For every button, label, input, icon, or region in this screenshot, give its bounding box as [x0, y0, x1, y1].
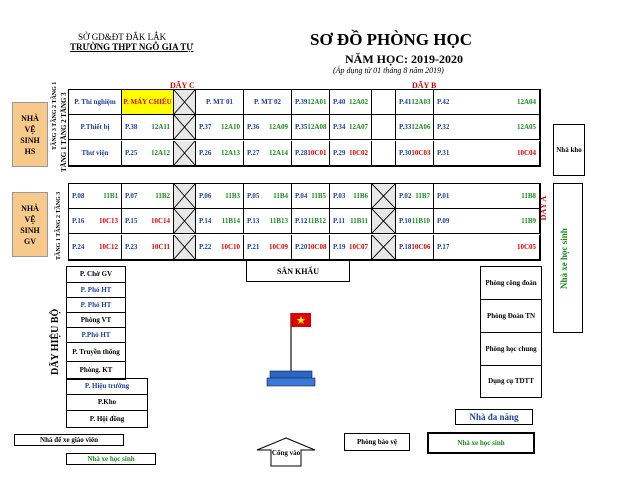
room-number: P.36	[247, 123, 260, 132]
classroom	[434, 141, 540, 166]
class-name: 11B5	[311, 192, 326, 200]
classroom	[434, 90, 540, 115]
room-number: P.10	[399, 217, 412, 226]
student-parking-bottom: Nhà xe học sinh	[66, 453, 156, 465]
classroom	[434, 115, 540, 140]
building-row	[69, 235, 540, 260]
room-number: P.01	[437, 192, 450, 200]
multipurpose-hall: Nhà đa năng	[455, 409, 533, 425]
class-name: 11B7	[415, 192, 430, 200]
room-number: P.39	[295, 98, 308, 106]
wc-label-line: VỆ	[24, 124, 36, 134]
office-room	[481, 366, 541, 397]
room-number: P.14	[199, 217, 212, 226]
class-name: 10C10	[220, 242, 240, 251]
class-name: 12A14	[268, 148, 288, 157]
office-room	[67, 343, 125, 362]
class-name: 10C04	[516, 148, 536, 157]
label-admin-wing: DÃY HIỆU BỘ	[50, 308, 61, 376]
classroom	[122, 115, 174, 140]
class-name: 11B8	[521, 192, 536, 200]
office-room	[67, 298, 125, 313]
classroom	[330, 141, 372, 166]
office-room-label: P.Phó HT	[81, 330, 111, 339]
office-room	[67, 411, 147, 427]
wc-label-line: HS	[24, 146, 36, 156]
classroom	[69, 184, 122, 209]
classroom	[292, 184, 330, 209]
class-name: 11B9	[521, 217, 536, 226]
classroom	[196, 209, 244, 234]
school-name: TRƯỜNG THPT NGÔ GIA TỰ	[70, 42, 194, 52]
office-room-label: Phòng học chung	[485, 344, 537, 353]
room-number: P.28	[295, 148, 308, 157]
office-room-label: Phòng. KT	[79, 366, 113, 374]
room-number: P.34	[333, 123, 346, 132]
classroom	[122, 235, 174, 260]
room-number: P.32	[437, 123, 450, 132]
right-offices-column	[480, 266, 542, 398]
classroom	[122, 184, 174, 209]
office-room-label: Phòng Đoàn TN	[486, 311, 536, 320]
classroom	[196, 141, 244, 166]
wc-label-line: VỆ	[24, 214, 36, 224]
classroom	[330, 115, 372, 140]
classroom	[122, 209, 174, 234]
stairwell-icon	[372, 235, 396, 260]
school-year: NĂM HỌC: 2019-2020	[345, 52, 463, 66]
classroom	[196, 235, 244, 260]
building-block-top	[68, 89, 541, 167]
teacher-parking: Nhà để xe giáo viên	[14, 434, 124, 446]
office-room	[481, 333, 541, 366]
class-name: 12A02	[348, 98, 368, 106]
stairwell-icon	[174, 115, 196, 140]
class-name: 12A08	[307, 123, 327, 132]
stairwell-icon	[174, 141, 196, 166]
office-room	[67, 328, 125, 343]
class-name: 11B1	[103, 192, 118, 200]
office-room-label: P.Kho	[97, 398, 117, 406]
stairwell-icon	[174, 184, 196, 209]
stairwell-icon	[174, 90, 196, 115]
classroom	[292, 90, 330, 115]
building-row	[69, 184, 540, 209]
classroom	[292, 141, 330, 166]
room-number: P.26	[199, 148, 212, 157]
classroom	[122, 90, 174, 115]
class-name: 10C02	[348, 148, 368, 157]
room-number: P.11	[333, 217, 345, 226]
wc-students	[12, 102, 48, 167]
classroom	[196, 90, 244, 115]
classroom	[396, 141, 434, 166]
wc-label-line: GV	[24, 236, 36, 246]
room-number: P.08	[72, 192, 85, 200]
class-name: 10C13	[98, 217, 118, 226]
classroom	[196, 115, 244, 140]
room-number: P.20	[295, 242, 308, 251]
room-number: P. Thí nghiệm	[74, 98, 116, 106]
classroom	[244, 235, 292, 260]
office-room-label: Dụng cụ TDTT	[488, 377, 534, 385]
class-name: 10C09	[268, 242, 288, 251]
office-room	[67, 313, 125, 328]
office-room	[481, 300, 541, 333]
class-name: 12A04	[516, 98, 536, 106]
office-room	[67, 267, 125, 283]
room-number: P.19	[333, 242, 346, 251]
classroom	[396, 235, 434, 260]
room-number: P.30	[399, 148, 412, 157]
class-name: 12A11	[151, 123, 170, 132]
room-number: P.06	[199, 192, 212, 200]
room-number: P.41	[399, 98, 412, 106]
entrance-gate-label: Cổng vào	[271, 449, 301, 457]
class-name: 12A10	[220, 123, 240, 132]
class-name: 12A13	[220, 148, 240, 157]
room-number: P.13	[247, 217, 260, 226]
class-name: 10C03	[411, 148, 431, 157]
room-number: P.29	[333, 148, 346, 157]
classroom	[434, 235, 540, 260]
office-room-label: P. Phó HT	[80, 300, 112, 309]
room-number: P.27	[247, 148, 260, 157]
class-name: 10C07	[348, 242, 368, 251]
class-name: 11B6	[353, 192, 368, 200]
stairwell-icon	[372, 209, 396, 234]
room-number: P.07	[125, 192, 138, 200]
floor-label-top: TẦNG 1 TẦNG 2 TẦNG 3	[60, 92, 68, 172]
storage-house: Nhà kho	[553, 124, 585, 176]
room-number: P.03	[333, 192, 346, 200]
classroom	[244, 184, 292, 209]
class-name: 10C11	[151, 242, 170, 251]
classroom	[196, 184, 244, 209]
flag-pole-icon	[266, 305, 326, 395]
office-room-label: P. Hiệu trưởng	[84, 382, 130, 390]
building-row	[69, 115, 540, 140]
office-room-label: P. Hội đồng	[89, 414, 125, 423]
class-name: 12A09	[268, 123, 288, 132]
classroom	[122, 141, 174, 166]
stairwell-icon	[174, 235, 196, 260]
room-number: P.37	[199, 123, 212, 132]
class-name: 12A06	[411, 123, 431, 132]
classroom	[292, 235, 330, 260]
stage: SÂN KHẤU	[246, 260, 350, 282]
office-room	[67, 283, 125, 298]
class-name: 12A12	[150, 148, 170, 157]
classroom	[396, 90, 434, 115]
classroom	[244, 141, 292, 166]
room-number: P.09	[437, 217, 450, 226]
wc-teachers	[12, 192, 48, 257]
room-number: P.22	[199, 242, 212, 251]
classroom	[69, 90, 122, 115]
security-room: Phòng bảo vệ	[344, 433, 410, 451]
wc-label-line: SINH	[20, 135, 40, 145]
label-day-c: DÃY C	[170, 81, 195, 90]
classroom	[69, 141, 122, 166]
class-name: 10C12	[98, 242, 118, 251]
classroom	[434, 209, 540, 234]
classroom	[396, 115, 434, 140]
room-number: P.31	[437, 148, 450, 157]
room-number: P.25	[125, 148, 138, 157]
wc-label-line: NHÀ	[21, 203, 39, 213]
building-row	[69, 90, 540, 115]
page-title: SƠ ĐỒ PHÒNG HỌC	[310, 30, 472, 49]
floor-label-top-small: TẦNG 3 TẦNG 2 TẦNG 1	[52, 81, 58, 150]
room-number: P.05	[247, 192, 260, 200]
classroom	[396, 209, 434, 234]
classroom	[330, 235, 372, 260]
office-room-label: P. Phó HT	[80, 285, 112, 294]
room-number: P.15	[125, 217, 138, 226]
class-name: 12A05	[516, 123, 536, 132]
floor-label-bottom: TẦNG 1 TẦNG 2 TẦNG 3	[56, 191, 62, 260]
class-name: 12A03	[411, 98, 431, 106]
class-name: 10C01	[307, 148, 327, 157]
class-name: 10C08	[307, 242, 327, 251]
class-name: 11B10	[411, 217, 430, 226]
admin-lower-block	[66, 378, 148, 428]
classroom	[244, 209, 292, 234]
department-name: SỞ GD&ĐT ĐẮK LẮK	[78, 32, 167, 42]
office-room-label: Phòng công đoàn	[485, 278, 537, 287]
class-name: 10C14	[150, 217, 170, 226]
office-room-label: P. Truyền thống	[72, 347, 120, 356]
admin-offices-column	[66, 266, 126, 380]
building-row	[69, 209, 540, 234]
office-room-label: Phòng VT	[80, 315, 112, 324]
room-number: Thư viện	[81, 148, 109, 157]
room-number: P.02	[399, 192, 412, 200]
room-number: P.23	[125, 242, 138, 251]
class-name: 11B4	[273, 192, 288, 200]
class-name: 11B14	[221, 217, 240, 226]
class-name: 12A01	[307, 98, 327, 106]
student-parking-right-label: Nhà xe học sinh	[559, 228, 569, 290]
stairwell-icon	[174, 209, 196, 234]
room-number: P.18	[399, 242, 412, 251]
room-number: P.17	[437, 242, 450, 251]
classroom	[330, 184, 372, 209]
room-number: P.40	[333, 98, 346, 106]
building-row	[69, 141, 540, 166]
room-number: P.33	[399, 123, 412, 132]
stairwell-icon	[372, 184, 396, 209]
class-name: 11B12	[307, 217, 326, 226]
classroom	[292, 115, 330, 140]
office-room-label: P. Chờ GV	[79, 270, 113, 278]
room-number: P.38	[125, 123, 138, 132]
classroom	[434, 184, 540, 209]
classroom	[69, 209, 122, 234]
classroom	[69, 235, 122, 260]
room-number: P.35	[295, 123, 308, 132]
class-name: 10C06	[411, 242, 431, 251]
classroom	[330, 90, 372, 115]
class-name: 10C05	[516, 242, 536, 251]
corridor-gap	[372, 90, 396, 115]
label-day-b: DÃY B	[412, 81, 437, 90]
wc-label-line: SINH	[20, 225, 40, 235]
classroom	[244, 90, 292, 115]
room-number: P.24	[72, 242, 85, 251]
office-room	[67, 362, 125, 379]
office-room	[67, 395, 147, 411]
office-room	[481, 267, 541, 300]
classroom	[69, 115, 122, 140]
class-name: 11B3	[225, 192, 240, 200]
student-parking-bottom-right: Nhà xe học sinh	[427, 432, 535, 454]
corridor-gap	[372, 141, 396, 166]
room-number: P.04	[295, 192, 308, 200]
room-number: P.21	[247, 242, 260, 251]
class-name: 11B13	[269, 217, 288, 226]
classroom	[330, 209, 372, 234]
room-number: P.Thiết bị	[80, 123, 110, 132]
room-number: P. MT 02	[253, 98, 282, 106]
student-parking-right	[553, 183, 583, 333]
room-number: P. MT 01	[205, 98, 234, 106]
class-name: 11B2	[155, 192, 170, 200]
building-block-bottom	[68, 183, 541, 261]
effective-date-note: (Áp dụng từ 01 tháng 8 năm 2019)	[333, 66, 444, 75]
office-room	[67, 379, 147, 395]
corridor-gap	[372, 115, 396, 140]
room-number: P.16	[72, 217, 85, 226]
classroom	[244, 115, 292, 140]
classroom	[292, 209, 330, 234]
room-number: P. MÁY CHIẾU	[123, 98, 172, 106]
label-day-a: DÃY A	[539, 196, 548, 221]
room-number: P.12	[295, 217, 308, 226]
wc-label-line: NHÀ	[21, 113, 39, 123]
classroom	[396, 184, 434, 209]
class-name: 11B11	[350, 217, 368, 226]
room-number: P.42	[437, 98, 450, 106]
class-name: 12A07	[348, 123, 368, 132]
